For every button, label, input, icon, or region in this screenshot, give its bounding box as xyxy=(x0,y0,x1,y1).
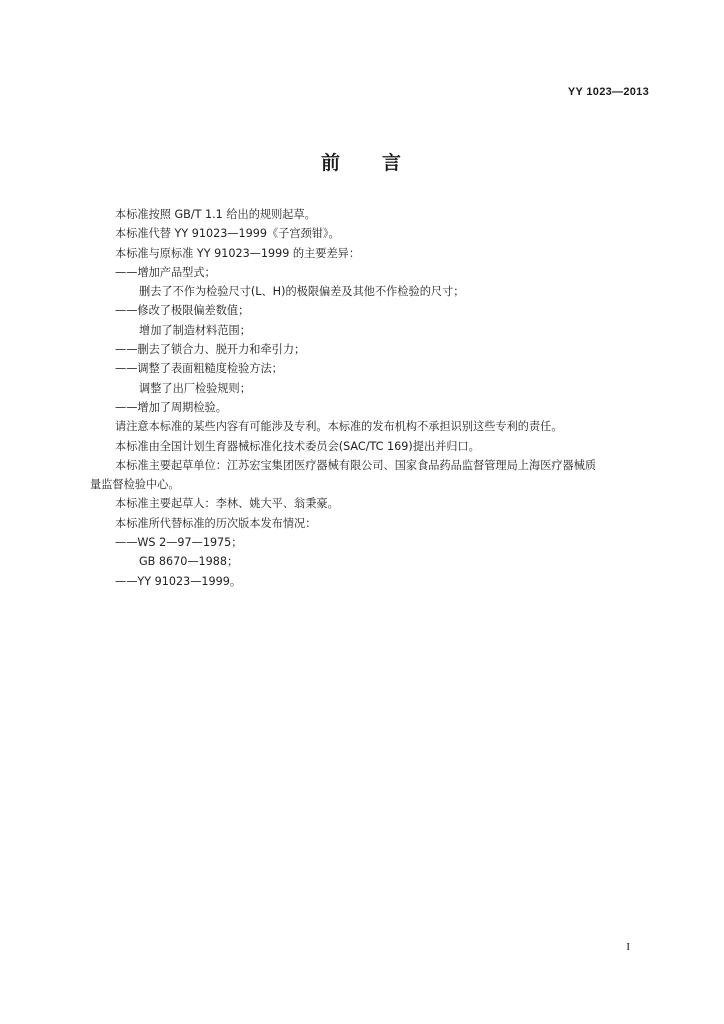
foreword-line: 本标准所代替标准的历次版本发布情况： xyxy=(115,516,317,530)
foreword-line: 本标准由全国计划生育器械标准化技术委员会(SAC/TC 169)提出并归口。 xyxy=(115,439,480,453)
foreword-line: 本标准与原标准 YY 91023—1999 的主要差异： xyxy=(115,246,361,260)
foreword-line: 本标准代替 YY 91023—1999《子宫颈钳》。 xyxy=(115,227,340,241)
foreword-line: 请注意本标准的某些内容有可能涉及专利。本标准的发布机构不承担识别这些专利的责任。 xyxy=(115,420,563,434)
page-number: I xyxy=(626,941,630,953)
foreword-line: 增加了制造材料范围； xyxy=(139,323,251,337)
foreword-line: 本标准主要起草单位：江苏宏宝集团医疗器械有限公司、国家食品药品监督管理局上海医疗器械质 xyxy=(115,458,597,472)
foreword-line: 调整了出厂检验规则； xyxy=(139,381,251,395)
foreword-line: GB 8670—1988； xyxy=(139,555,239,569)
foreword-line: 量监督检验中心。 xyxy=(90,478,180,492)
foreword-line: 本标准主要起草人：李林、姚大平、翁秉豪。 xyxy=(115,497,339,511)
foreword-body xyxy=(90,205,650,591)
foreword-line: 本标准按照 GB/T 1.1 给出的规则起草。 xyxy=(115,208,316,221)
foreword-line: ——调整了表面粗糙度检验方法； xyxy=(115,362,283,376)
foreword-line: ——增加了周期检验。 xyxy=(115,400,227,414)
foreword-line: ——WS 2—97—1975； xyxy=(115,536,243,550)
page-title xyxy=(0,148,724,175)
foreword-line: ——修改了极限偏差数值； xyxy=(115,304,250,318)
foreword-line: ——YY 91023—1999。 xyxy=(115,574,242,588)
foreword-line: ——增加产品型式； xyxy=(115,265,216,279)
foreword-line: ——删去了锁合力、脱开力和牵引力； xyxy=(115,343,306,357)
foreword-line: 删去了不作为检验尺寸(L、H)的极限偏差及其他不作检验的尺寸； xyxy=(139,285,465,299)
title-char-right: 言 xyxy=(382,152,404,174)
title-char-left: 前 xyxy=(320,152,342,174)
standard-number: YY 1023—2013 xyxy=(567,86,649,98)
